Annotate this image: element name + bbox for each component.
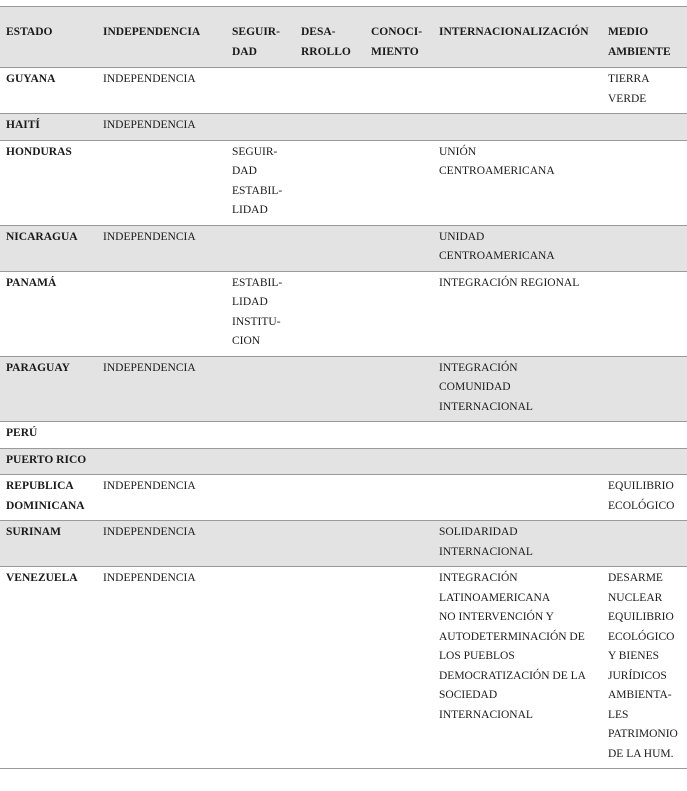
cell-seguridad xyxy=(226,567,295,769)
cell-line: INTERNACIONAL xyxy=(439,708,533,721)
cell-seguridad xyxy=(226,225,295,271)
cell-line: DAD xyxy=(232,165,257,177)
cell-independencia xyxy=(97,356,226,422)
cell-independencia xyxy=(97,114,226,141)
cell-line: INTEGRACIÓN xyxy=(439,572,518,584)
cell-seguridad xyxy=(226,68,295,114)
cell-line: LIDAD xyxy=(232,204,268,216)
header-row xyxy=(0,7,687,68)
cell-line: SOCIEDAD xyxy=(439,689,498,701)
cell-line: INTERNACIONAL xyxy=(439,400,533,413)
cell-internacionalizacion xyxy=(433,521,602,567)
cell-conocimiento xyxy=(365,225,433,271)
cell-line: CENTROAMERICANA xyxy=(439,165,555,177)
cell-conocimiento xyxy=(365,140,433,225)
cell-internacionalizacion xyxy=(433,422,602,449)
cell-line: INSTITU- xyxy=(232,315,281,328)
cell-line: HAITÍ xyxy=(6,119,40,131)
cell-conocimiento xyxy=(365,271,433,356)
cell-desarrollo xyxy=(295,521,365,567)
cell-line: LES xyxy=(608,708,629,721)
cell-seguridad xyxy=(226,475,295,521)
cell-medio-ambiente xyxy=(602,140,687,225)
cell-desarrollo xyxy=(295,356,365,422)
cell-independencia xyxy=(97,271,226,356)
cell-medio-ambiente xyxy=(602,521,687,567)
table-row xyxy=(0,271,687,356)
cell-desarrollo xyxy=(295,140,365,225)
cell-line: INDEPENDENCIA xyxy=(103,526,196,538)
table-row xyxy=(0,68,687,114)
cell-desarrollo xyxy=(295,68,365,114)
cell-line: INDEPENDENCIA xyxy=(103,480,196,492)
cell-seguridad xyxy=(226,521,295,567)
cell-line: NUCLEAR xyxy=(608,591,663,604)
header-internacionalizacion xyxy=(433,7,602,68)
cell-line: CONOCI- xyxy=(371,26,423,38)
cell-seguridad xyxy=(226,114,295,141)
cell-estado xyxy=(0,68,97,114)
cell-line: ECOLÓGICO xyxy=(608,630,675,643)
cell-line: LOS PUEBLOS xyxy=(439,650,515,662)
header-estado xyxy=(0,7,97,68)
cell-line: DOMINICANA xyxy=(6,499,85,512)
cell-line: TIERRA xyxy=(608,73,650,85)
cell-internacionalizacion xyxy=(433,225,602,271)
cell-internacionalizacion xyxy=(433,567,602,769)
cell-desarrollo xyxy=(295,475,365,521)
cell-internacionalizacion xyxy=(433,140,602,225)
cell-conocimiento xyxy=(365,521,433,567)
cell-independencia xyxy=(97,448,226,475)
cell-medio-ambiente xyxy=(602,68,687,114)
cell-line: DESARME xyxy=(608,572,663,584)
cell-independencia xyxy=(97,140,226,225)
cell-independencia xyxy=(97,567,226,769)
cell-estado xyxy=(0,567,97,769)
cell-desarrollo xyxy=(295,422,365,449)
cell-internacionalizacion xyxy=(433,448,602,475)
table-row xyxy=(0,114,687,141)
cell-line: EQUILIBRIO xyxy=(608,480,674,492)
cell-desarrollo xyxy=(295,271,365,356)
cell-independencia xyxy=(97,521,226,567)
states-values-table xyxy=(0,6,687,769)
cell-conocimiento xyxy=(365,356,433,422)
table-row xyxy=(0,140,687,225)
cell-line: SEGUIR- xyxy=(232,26,280,38)
cell-independencia xyxy=(97,68,226,114)
header-medio-ambiente xyxy=(602,7,687,68)
cell-line: SEGUIR- xyxy=(232,145,278,158)
cell-independencia xyxy=(97,422,226,449)
cell-conocimiento xyxy=(365,68,433,114)
cell-line: INDEPENDENCIA xyxy=(103,572,196,584)
cell-line: PATRIMONIO xyxy=(608,728,678,740)
cell-medio-ambiente xyxy=(602,448,687,475)
cell-line: DE LA HUM. xyxy=(608,747,674,760)
cell-line: LATINOAMERICANA xyxy=(439,591,551,604)
cell-line: AMBIENTA- xyxy=(608,689,672,701)
cell-estado xyxy=(0,225,97,271)
cell-estado xyxy=(0,271,97,356)
cell-independencia xyxy=(97,475,226,521)
cell-estado xyxy=(0,448,97,475)
cell-line: MEDIO xyxy=(608,26,649,38)
cell-line: INDEPENDENCIA xyxy=(103,361,196,374)
cell-independencia xyxy=(97,225,226,271)
cell-desarrollo xyxy=(295,114,365,141)
cell-medio-ambiente xyxy=(602,225,687,271)
cell-line: VENEZUELA xyxy=(6,572,78,584)
cell-line: REPUBLICA xyxy=(6,480,74,492)
cell-line: VERDE xyxy=(608,92,647,105)
cell-line: ECOLÓGICO xyxy=(608,499,675,512)
cell-medio-ambiente xyxy=(602,475,687,521)
table-row xyxy=(0,225,687,271)
cell-line: DESA- xyxy=(301,26,336,38)
cell-line: ESTADO xyxy=(6,26,53,38)
cell-line: RROLLO xyxy=(301,45,351,58)
cell-estado xyxy=(0,521,97,567)
table-row xyxy=(0,567,687,769)
cell-conocimiento xyxy=(365,567,433,769)
table-row xyxy=(0,356,687,422)
cell-desarrollo xyxy=(295,567,365,769)
cell-line: AUTODETERMINACIÓN DE xyxy=(439,630,585,643)
cell-seguridad xyxy=(226,422,295,449)
cell-line: AMBIENTE xyxy=(608,45,671,58)
cell-estado xyxy=(0,475,97,521)
cell-line: LIDAD xyxy=(232,296,268,308)
cell-line: Y BIENES xyxy=(608,650,660,662)
cell-line: DAD xyxy=(232,45,257,58)
cell-internacionalizacion xyxy=(433,356,602,422)
cell-line: COMUNIDAD xyxy=(439,381,511,393)
cell-medio-ambiente xyxy=(602,271,687,356)
cell-line: INTEGRACIÓN xyxy=(439,361,518,374)
header-desarrollo xyxy=(295,7,365,68)
cell-internacionalizacion xyxy=(433,475,602,521)
cell-desarrollo xyxy=(295,225,365,271)
cell-line: CENTROAMERICANA xyxy=(439,250,555,262)
cell-line: INDEPENDENCIA xyxy=(103,230,196,243)
cell-line: MIENTO xyxy=(371,45,419,58)
cell-conocimiento xyxy=(365,448,433,475)
table-row xyxy=(0,448,687,475)
cell-line: ESTABIL- xyxy=(232,184,283,197)
cell-estado xyxy=(0,422,97,449)
cell-conocimiento xyxy=(365,114,433,141)
cell-line: UNIDAD xyxy=(439,230,485,243)
cell-line: INDEPENDENCIA xyxy=(103,73,196,85)
cell-line: INTERNACIONALIZACIÓN xyxy=(439,26,589,38)
cell-line: INDEPENDENCIA xyxy=(103,119,196,131)
cell-line: CION xyxy=(232,335,261,347)
cell-line: INTEGRACIÓN REGIONAL xyxy=(439,276,580,289)
table-body xyxy=(0,68,687,769)
table-row xyxy=(0,475,687,521)
cell-line: GUYANA xyxy=(6,73,56,85)
table-header xyxy=(0,7,687,68)
cell-desarrollo xyxy=(295,448,365,475)
cell-line: PANAMÁ xyxy=(6,276,57,289)
cell-line: NO INTERVENCIÓN Y xyxy=(439,611,554,623)
header-seguridad xyxy=(226,7,295,68)
cell-line: HONDURAS xyxy=(6,145,72,158)
cell-line: SURINAM xyxy=(6,526,61,538)
cell-medio-ambiente xyxy=(602,356,687,422)
cell-line: UNIÓN xyxy=(439,145,477,158)
cell-seguridad xyxy=(226,140,295,225)
cell-line: PUERTO RICO xyxy=(6,453,87,466)
cell-internacionalizacion xyxy=(433,114,602,141)
cell-line: JURÍDICOS xyxy=(608,669,667,682)
cell-line: EQUILIBRIO xyxy=(608,611,674,623)
cell-line: DEMOCRATIZACIÓN DE LA xyxy=(439,669,586,682)
cell-conocimiento xyxy=(365,422,433,449)
cell-medio-ambiente xyxy=(602,114,687,141)
cell-line: PARAGUAY xyxy=(6,361,70,374)
cell-estado xyxy=(0,114,97,141)
cell-seguridad xyxy=(226,356,295,422)
cell-line: SOLIDARIDAD xyxy=(439,526,518,538)
cell-seguridad xyxy=(226,448,295,475)
cell-conocimiento xyxy=(365,475,433,521)
cell-line: INTERNACIONAL xyxy=(439,545,533,558)
cell-estado xyxy=(0,140,97,225)
cell-estado xyxy=(0,356,97,422)
cell-medio-ambiente xyxy=(602,567,687,769)
cell-seguridad xyxy=(226,271,295,356)
cell-medio-ambiente xyxy=(602,422,687,449)
cell-internacionalizacion xyxy=(433,68,602,114)
cell-line: NICARAGUA xyxy=(6,230,78,243)
header-conocimiento xyxy=(365,7,433,68)
header-independencia xyxy=(97,7,226,68)
cell-internacionalizacion xyxy=(433,271,602,356)
cell-line: ESTABIL- xyxy=(232,276,283,289)
table-row xyxy=(0,521,687,567)
table-row xyxy=(0,422,687,449)
cell-line: INDEPENDENCIA xyxy=(103,26,201,38)
cell-line: PERÚ xyxy=(6,427,38,439)
